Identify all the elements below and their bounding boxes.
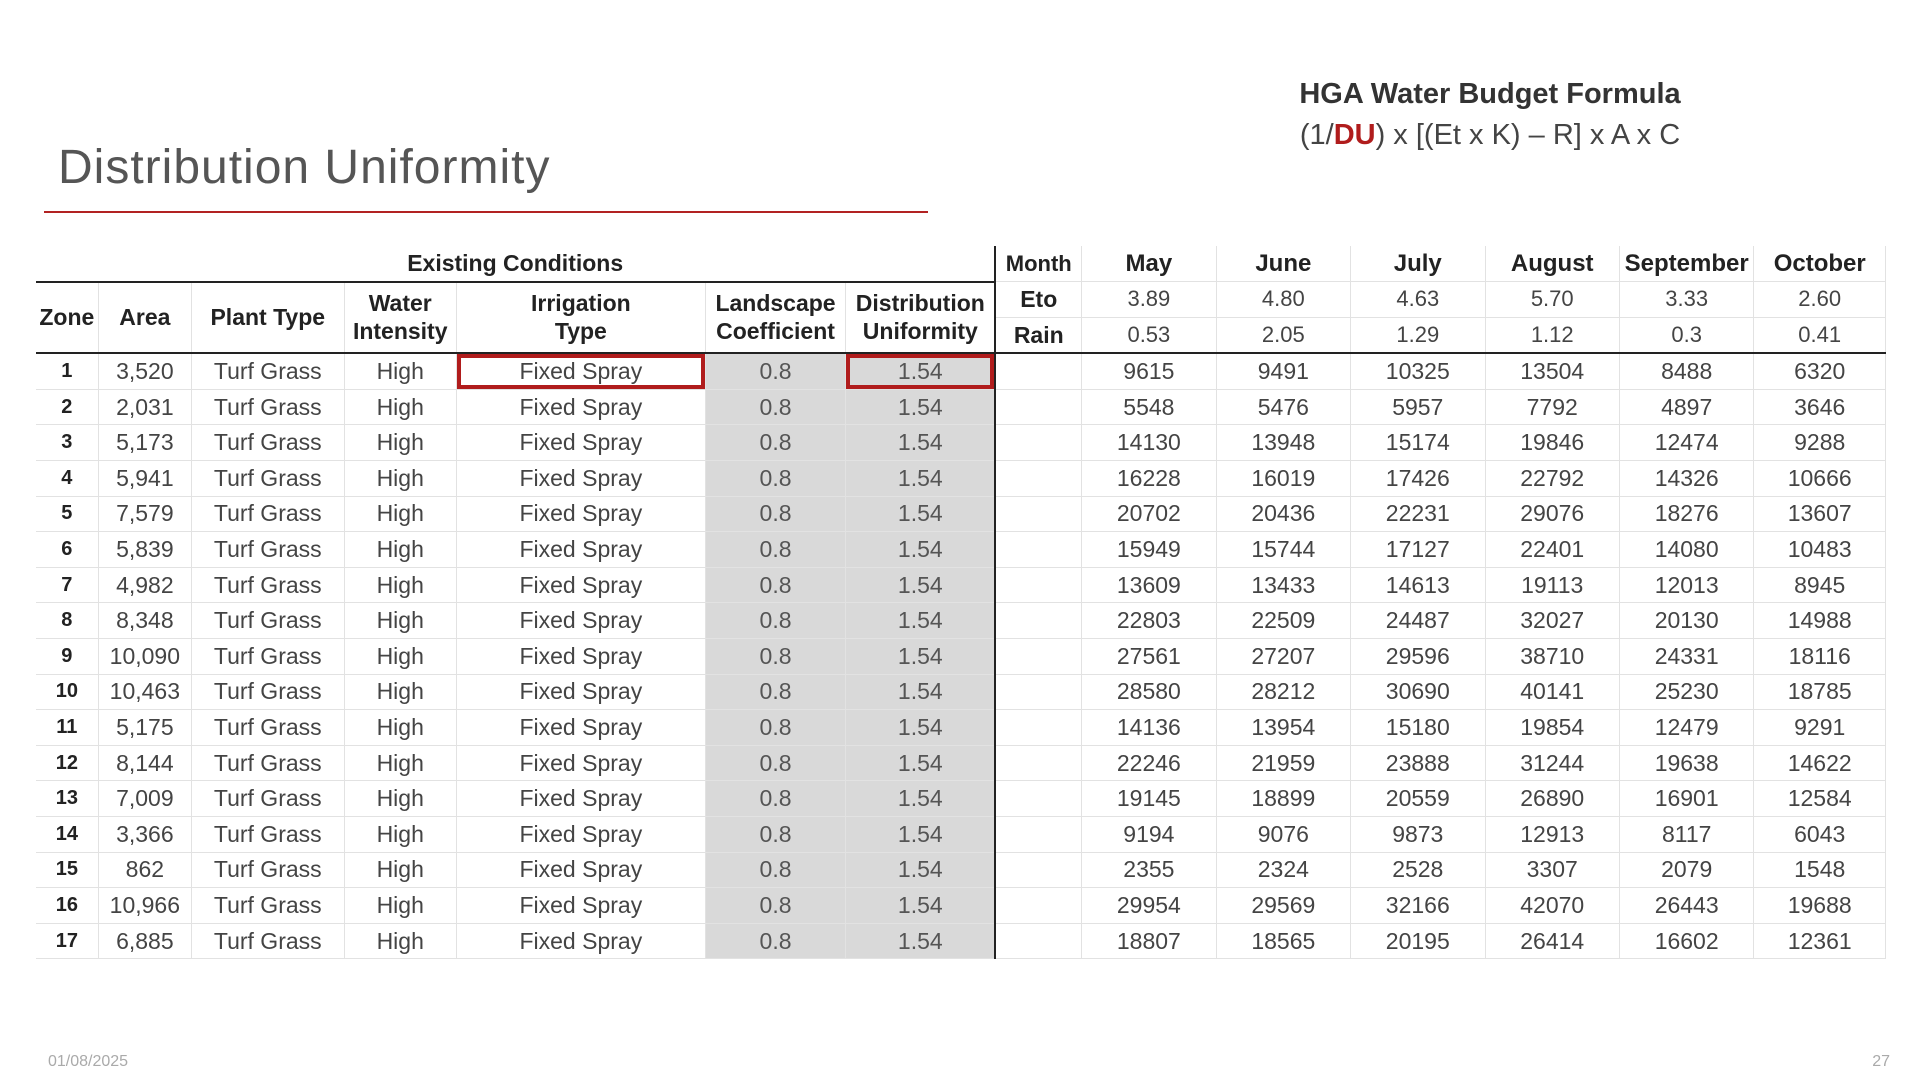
area-cell: 3,366 xyxy=(98,817,191,853)
area-cell: 5,173 xyxy=(98,425,191,461)
distribution-uniformity-cell: 1.54 xyxy=(846,781,996,817)
water-intensity-cell: High xyxy=(344,710,456,746)
monthly-budget-cell: 16019 xyxy=(1216,461,1350,497)
monthly-budget-cell: 14988 xyxy=(1754,603,1886,639)
plant-type-cell: Turf Grass xyxy=(192,389,345,425)
distribution-uniformity-cell: 1.54 xyxy=(846,674,996,710)
plant-type-cell: Turf Grass xyxy=(192,817,345,853)
plant-type-cell: Turf Grass xyxy=(192,710,345,746)
distribution-uniformity-cell: 1.54 xyxy=(846,425,996,461)
zone-cell: 11 xyxy=(36,710,98,746)
table-row xyxy=(36,639,1886,675)
month-spacer-cell xyxy=(995,923,1081,959)
landscape-coefficient-cell: 0.8 xyxy=(705,353,845,389)
irrigation-type-cell: Fixed Spray xyxy=(456,710,705,746)
table-row xyxy=(36,710,1886,746)
monthly-budget-cell: 29954 xyxy=(1082,888,1216,924)
rain-value: 1.29 xyxy=(1351,317,1485,353)
monthly-budget-cell: 32166 xyxy=(1351,888,1485,924)
monthly-budget-cell: 31244 xyxy=(1485,745,1619,781)
zone-cell: 3 xyxy=(36,425,98,461)
month-spacer-cell xyxy=(995,852,1081,888)
plant-type-cell: Turf Grass xyxy=(192,567,345,603)
irrigation-type-cell: Fixed Spray xyxy=(456,852,705,888)
monthly-budget-cell: 22401 xyxy=(1485,532,1619,568)
formula-title: HGA Water Budget Formula xyxy=(1299,78,1681,110)
area-cell: 10,966 xyxy=(98,888,191,924)
landscape-coefficient-header: Landscape Coefficient xyxy=(705,282,845,354)
monthly-budget-cell: 12474 xyxy=(1619,425,1753,461)
monthly-budget-cell: 13609 xyxy=(1082,567,1216,603)
title-underline xyxy=(44,211,928,213)
table-row xyxy=(36,389,1886,425)
irrigation-type-cell: Fixed Spray xyxy=(456,674,705,710)
water-intensity-cell: High xyxy=(344,496,456,532)
monthly-budget-cell: 2324 xyxy=(1216,852,1350,888)
monthly-budget-cell: 26414 xyxy=(1485,923,1619,959)
rain-value: 1.12 xyxy=(1485,317,1619,353)
monthly-budget-cell: 13504 xyxy=(1485,353,1619,389)
monthly-budget-cell: 32027 xyxy=(1485,603,1619,639)
water-intensity-cell: High xyxy=(344,425,456,461)
monthly-budget-cell: 12913 xyxy=(1485,817,1619,853)
area-cell: 8,348 xyxy=(98,603,191,639)
month-header: September xyxy=(1619,246,1753,282)
area-header: Area xyxy=(98,282,191,354)
month-spacer-cell xyxy=(995,817,1081,853)
month-spacer-cell xyxy=(995,567,1081,603)
zone-cell: 14 xyxy=(36,817,98,853)
distribution-uniformity-cell: 1.54 xyxy=(846,567,996,603)
monthly-budget-cell: 20195 xyxy=(1351,923,1485,959)
monthly-budget-cell: 19145 xyxy=(1082,781,1216,817)
irrigation-type-cell: Fixed Spray xyxy=(456,603,705,639)
month-spacer-cell xyxy=(995,389,1081,425)
water-intensity-cell: High xyxy=(344,852,456,888)
monthly-budget-cell: 22803 xyxy=(1082,603,1216,639)
irrigation-type-cell: Fixed Spray xyxy=(456,532,705,568)
plant-type-cell: Turf Grass xyxy=(192,603,345,639)
monthly-budget-cell: 23888 xyxy=(1351,745,1485,781)
monthly-budget-cell: 20436 xyxy=(1216,496,1350,532)
landscape-coefficient-cell: 0.8 xyxy=(705,781,845,817)
monthly-budget-cell: 14622 xyxy=(1754,745,1886,781)
monthly-budget-cell: 12013 xyxy=(1619,567,1753,603)
monthly-budget-cell: 14136 xyxy=(1082,710,1216,746)
monthly-budget-cell: 12361 xyxy=(1754,923,1886,959)
distribution-uniformity-cell: 1.54 xyxy=(846,639,996,675)
rain-value: 0.53 xyxy=(1082,317,1216,353)
monthly-budget-cell: 18899 xyxy=(1216,781,1350,817)
distribution-uniformity-cell: 1.54 xyxy=(846,496,996,532)
header-row-2 xyxy=(36,282,1886,318)
monthly-budget-cell: 26443 xyxy=(1619,888,1753,924)
monthly-budget-cell: 14130 xyxy=(1082,425,1216,461)
water-intensity-cell: High xyxy=(344,923,456,959)
irrigation-type-cell: Fixed Spray xyxy=(456,888,705,924)
monthly-budget-cell: 14326 xyxy=(1619,461,1753,497)
distribution-uniformity-cell: 1.54 xyxy=(846,603,996,639)
existing-conditions-header: Existing Conditions xyxy=(36,246,995,282)
irrigation-type-cell: Fixed Spray xyxy=(456,817,705,853)
monthly-budget-cell: 8117 xyxy=(1619,817,1753,853)
month-spacer-cell xyxy=(995,496,1081,532)
table-row xyxy=(36,532,1886,568)
area-cell: 7,009 xyxy=(98,781,191,817)
monthly-budget-cell: 20702 xyxy=(1082,496,1216,532)
area-cell: 5,839 xyxy=(98,532,191,568)
eto-value: 4.63 xyxy=(1351,282,1485,318)
plant-type-cell: Turf Grass xyxy=(192,461,345,497)
plant-type-cell: Turf Grass xyxy=(192,353,345,389)
plant-type-cell: Turf Grass xyxy=(192,496,345,532)
eto-value: 5.70 xyxy=(1485,282,1619,318)
zone-cell: 6 xyxy=(36,532,98,568)
plant-type-cell: Turf Grass xyxy=(192,639,345,675)
rain-value: 2.05 xyxy=(1216,317,1350,353)
zone-cell: 2 xyxy=(36,389,98,425)
water-intensity-cell: High xyxy=(344,674,456,710)
month-spacer-cell xyxy=(995,781,1081,817)
irrigation-type-cell: Fixed Spray xyxy=(456,639,705,675)
area-cell: 10,463 xyxy=(98,674,191,710)
area-cell: 6,885 xyxy=(98,923,191,959)
table-row xyxy=(36,923,1886,959)
rain-value: 0.3 xyxy=(1619,317,1753,353)
landscape-coefficient-cell: 0.8 xyxy=(705,389,845,425)
month-spacer-cell xyxy=(995,532,1081,568)
area-cell: 5,175 xyxy=(98,710,191,746)
monthly-budget-cell: 16901 xyxy=(1619,781,1753,817)
monthly-budget-cell: 2528 xyxy=(1351,852,1485,888)
area-cell: 7,579 xyxy=(98,496,191,532)
monthly-budget-cell: 24487 xyxy=(1351,603,1485,639)
monthly-budget-cell: 40141 xyxy=(1485,674,1619,710)
monthly-budget-cell: 27207 xyxy=(1216,639,1350,675)
monthly-budget-cell: 15174 xyxy=(1351,425,1485,461)
eto-value: 4.80 xyxy=(1216,282,1350,318)
month-header: August xyxy=(1485,246,1619,282)
monthly-budget-cell: 5957 xyxy=(1351,389,1485,425)
eto-label: Eto xyxy=(995,282,1081,318)
month-spacer-cell xyxy=(995,888,1081,924)
landscape-coefficient-cell: 0.8 xyxy=(705,817,845,853)
water-intensity-cell: High xyxy=(344,532,456,568)
monthly-budget-cell: 20559 xyxy=(1351,781,1485,817)
landscape-coefficient-cell: 0.8 xyxy=(705,603,845,639)
monthly-budget-cell: 15744 xyxy=(1216,532,1350,568)
monthly-budget-cell: 10483 xyxy=(1754,532,1886,568)
table-row xyxy=(36,461,1886,497)
monthly-budget-cell: 22792 xyxy=(1485,461,1619,497)
monthly-budget-cell: 42070 xyxy=(1485,888,1619,924)
distribution-uniformity-cell: 1.54 xyxy=(846,745,996,781)
monthly-budget-cell: 14080 xyxy=(1619,532,1753,568)
irrigation-type-cell: Fixed Spray xyxy=(456,496,705,532)
month-header: July xyxy=(1351,246,1485,282)
monthly-budget-cell: 6320 xyxy=(1754,353,1886,389)
monthly-budget-cell: 22231 xyxy=(1351,496,1485,532)
zone-cell: 17 xyxy=(36,923,98,959)
month-spacer-cell xyxy=(995,710,1081,746)
water-budget-table xyxy=(36,246,1886,959)
zone-cell: 8 xyxy=(36,603,98,639)
monthly-budget-cell: 27561 xyxy=(1082,639,1216,675)
table-row xyxy=(36,496,1886,532)
monthly-budget-cell: 18276 xyxy=(1619,496,1753,532)
water-intensity-cell: High xyxy=(344,389,456,425)
area-cell: 4,982 xyxy=(98,567,191,603)
monthly-budget-cell: 13433 xyxy=(1216,567,1350,603)
month-header: June xyxy=(1216,246,1350,282)
monthly-budget-cell: 7792 xyxy=(1485,389,1619,425)
zone-cell: 9 xyxy=(36,639,98,675)
zone-cell: 15 xyxy=(36,852,98,888)
month-label: Month xyxy=(995,246,1081,282)
monthly-budget-cell: 19854 xyxy=(1485,710,1619,746)
monthly-budget-cell: 12584 xyxy=(1754,781,1886,817)
distribution-uniformity-cell: 1.54 xyxy=(846,353,996,389)
plant-type-cell: Turf Grass xyxy=(192,532,345,568)
area-cell: 5,941 xyxy=(98,461,191,497)
landscape-coefficient-cell: 0.8 xyxy=(705,888,845,924)
plant-type-cell: Turf Grass xyxy=(192,781,345,817)
plant-type-cell: Turf Grass xyxy=(192,852,345,888)
monthly-budget-cell: 9615 xyxy=(1082,353,1216,389)
page-title: Distribution Uniformity xyxy=(58,141,551,194)
monthly-budget-cell: 3307 xyxy=(1485,852,1619,888)
irrigation-type-cell: Fixed Spray xyxy=(456,389,705,425)
distribution-uniformity-cell: 1.54 xyxy=(846,852,996,888)
landscape-coefficient-cell: 0.8 xyxy=(705,674,845,710)
header-row-1 xyxy=(36,246,1886,282)
zone-cell: 12 xyxy=(36,745,98,781)
monthly-budget-cell: 26890 xyxy=(1485,781,1619,817)
water-intensity-cell: High xyxy=(344,603,456,639)
landscape-coefficient-cell: 0.8 xyxy=(705,532,845,568)
monthly-budget-cell: 1548 xyxy=(1754,852,1886,888)
water-intensity-cell: High xyxy=(344,745,456,781)
table-row xyxy=(36,603,1886,639)
formula-suffix: ) x [(Et x K) – R] x A x C xyxy=(1375,119,1681,151)
zone-cell: 4 xyxy=(36,461,98,497)
monthly-budget-cell: 18807 xyxy=(1082,923,1216,959)
monthly-budget-cell: 28580 xyxy=(1082,674,1216,710)
landscape-coefficient-cell: 0.8 xyxy=(705,745,845,781)
slide-page-number: 27 xyxy=(1872,1053,1890,1070)
monthly-budget-cell: 19113 xyxy=(1485,567,1619,603)
zone-cell: 1 xyxy=(36,353,98,389)
monthly-budget-cell: 15180 xyxy=(1351,710,1485,746)
water-intensity-cell: High xyxy=(344,353,456,389)
monthly-budget-cell: 19638 xyxy=(1619,745,1753,781)
monthly-budget-cell: 16228 xyxy=(1082,461,1216,497)
monthly-budget-cell: 10325 xyxy=(1351,353,1485,389)
landscape-coefficient-cell: 0.8 xyxy=(705,461,845,497)
landscape-coefficient-cell: 0.8 xyxy=(705,567,845,603)
irrigation-type-cell: Fixed Spray xyxy=(456,567,705,603)
monthly-budget-cell: 9288 xyxy=(1754,425,1886,461)
monthly-budget-cell: 29076 xyxy=(1485,496,1619,532)
formula-equation xyxy=(1240,119,1740,152)
eto-value: 2.60 xyxy=(1754,282,1886,318)
monthly-budget-cell: 20130 xyxy=(1619,603,1753,639)
monthly-budget-cell: 3646 xyxy=(1754,389,1886,425)
water-intensity-header: Water Intensity xyxy=(344,282,456,354)
monthly-budget-cell: 29596 xyxy=(1351,639,1485,675)
monthly-budget-cell: 24331 xyxy=(1619,639,1753,675)
monthly-budget-cell: 12479 xyxy=(1619,710,1753,746)
monthly-budget-cell: 5476 xyxy=(1216,389,1350,425)
table-row xyxy=(36,567,1886,603)
monthly-budget-cell: 22509 xyxy=(1216,603,1350,639)
monthly-budget-cell: 13607 xyxy=(1754,496,1886,532)
distribution-uniformity-cell: 1.54 xyxy=(846,923,996,959)
monthly-budget-cell: 15949 xyxy=(1082,532,1216,568)
monthly-budget-cell: 18116 xyxy=(1754,639,1886,675)
monthly-budget-cell: 9291 xyxy=(1754,710,1886,746)
formula-du-highlight: DU xyxy=(1333,119,1376,151)
slide-date: 01/08/2025 xyxy=(48,1053,129,1070)
formula-prefix: (1/ xyxy=(1299,119,1334,151)
water-intensity-cell: High xyxy=(344,461,456,497)
monthly-budget-cell: 13954 xyxy=(1216,710,1350,746)
distribution-uniformity-cell: 1.54 xyxy=(846,389,996,425)
table-row xyxy=(36,852,1886,888)
plant-type-cell: Turf Grass xyxy=(192,745,345,781)
monthly-budget-cell: 4897 xyxy=(1619,389,1753,425)
monthly-budget-cell: 8945 xyxy=(1754,567,1886,603)
distribution-uniformity-cell: 1.54 xyxy=(846,532,996,568)
month-spacer-cell xyxy=(995,353,1081,389)
rain-value: 0.41 xyxy=(1754,317,1886,353)
monthly-budget-cell: 8488 xyxy=(1619,353,1753,389)
landscape-coefficient-cell: 0.8 xyxy=(705,710,845,746)
plant-type-cell: Turf Grass xyxy=(192,888,345,924)
water-intensity-cell: High xyxy=(344,781,456,817)
zone-cell: 13 xyxy=(36,781,98,817)
monthly-budget-cell: 9194 xyxy=(1082,817,1216,853)
area-cell: 2,031 xyxy=(98,389,191,425)
zone-cell: 5 xyxy=(36,496,98,532)
monthly-budget-cell: 17426 xyxy=(1351,461,1485,497)
zone-cell: 10 xyxy=(36,674,98,710)
water-intensity-cell: High xyxy=(344,888,456,924)
plant-type-cell: Turf Grass xyxy=(192,674,345,710)
monthly-budget-cell: 18785 xyxy=(1754,674,1886,710)
table-row xyxy=(36,781,1886,817)
eto-value: 3.33 xyxy=(1619,282,1753,318)
water-intensity-cell: High xyxy=(344,567,456,603)
monthly-budget-cell: 21959 xyxy=(1216,745,1350,781)
zone-cell: 16 xyxy=(36,888,98,924)
monthly-budget-cell: 14613 xyxy=(1351,567,1485,603)
monthly-budget-cell: 29569 xyxy=(1216,888,1350,924)
distribution-uniformity-header: Distribution Uniformity xyxy=(846,282,996,354)
monthly-budget-cell: 30690 xyxy=(1351,674,1485,710)
month-header: October xyxy=(1754,246,1886,282)
distribution-uniformity-cell: 1.54 xyxy=(846,461,996,497)
plant-type-cell: Turf Grass xyxy=(192,425,345,461)
eto-value: 3.89 xyxy=(1082,282,1216,318)
monthly-budget-cell: 19688 xyxy=(1754,888,1886,924)
month-spacer-cell xyxy=(995,639,1081,675)
landscape-coefficient-cell: 0.8 xyxy=(705,639,845,675)
landscape-coefficient-cell: 0.8 xyxy=(705,923,845,959)
irrigation-type-cell: Fixed Spray xyxy=(456,781,705,817)
month-spacer-cell xyxy=(995,674,1081,710)
irrigation-type-cell: Fixed Spray xyxy=(456,425,705,461)
irrigation-type-cell: Fixed Spray xyxy=(456,353,705,389)
distribution-uniformity-cell: 1.54 xyxy=(846,817,996,853)
irrigation-type-cell: Fixed Spray xyxy=(456,461,705,497)
table-row xyxy=(36,745,1886,781)
plant-type-header: Plant Type xyxy=(192,282,345,354)
irrigation-type-cell: Fixed Spray xyxy=(456,923,705,959)
monthly-budget-cell: 25230 xyxy=(1619,674,1753,710)
zone-cell: 7 xyxy=(36,567,98,603)
table-row xyxy=(36,888,1886,924)
monthly-budget-cell: 28212 xyxy=(1216,674,1350,710)
distribution-uniformity-cell: 1.54 xyxy=(846,888,996,924)
month-header: May xyxy=(1082,246,1216,282)
plant-type-cell: Turf Grass xyxy=(192,923,345,959)
irrigation-type-cell: Fixed Spray xyxy=(456,745,705,781)
monthly-budget-cell: 17127 xyxy=(1351,532,1485,568)
month-spacer-cell xyxy=(995,745,1081,781)
area-cell: 8,144 xyxy=(98,745,191,781)
area-cell: 10,090 xyxy=(98,639,191,675)
monthly-budget-cell: 9873 xyxy=(1351,817,1485,853)
month-spacer-cell xyxy=(995,461,1081,497)
monthly-budget-cell: 10666 xyxy=(1754,461,1886,497)
landscape-coefficient-cell: 0.8 xyxy=(705,852,845,888)
distribution-uniformity-cell: 1.54 xyxy=(846,710,996,746)
monthly-budget-cell: 16602 xyxy=(1619,923,1753,959)
monthly-budget-cell: 22246 xyxy=(1082,745,1216,781)
zone-table-body xyxy=(36,353,1886,959)
area-cell: 3,520 xyxy=(98,353,191,389)
monthly-budget-cell: 19846 xyxy=(1485,425,1619,461)
monthly-budget-cell: 2079 xyxy=(1619,852,1753,888)
table-row xyxy=(36,425,1886,461)
table-row xyxy=(36,674,1886,710)
landscape-coefficient-cell: 0.8 xyxy=(705,496,845,532)
rain-label: Rain xyxy=(995,317,1081,353)
monthly-budget-cell: 5548 xyxy=(1082,389,1216,425)
water-intensity-cell: High xyxy=(344,817,456,853)
table-row xyxy=(36,353,1886,389)
landscape-coefficient-cell: 0.8 xyxy=(705,425,845,461)
monthly-budget-cell: 18565 xyxy=(1216,923,1350,959)
table-row xyxy=(36,817,1886,853)
monthly-budget-cell: 2355 xyxy=(1082,852,1216,888)
area-cell: 862 xyxy=(98,852,191,888)
month-spacer-cell xyxy=(995,425,1081,461)
month-spacer-cell xyxy=(995,603,1081,639)
monthly-budget-cell: 6043 xyxy=(1754,817,1886,853)
irrigation-type-header: Irrigation Type xyxy=(456,282,705,354)
monthly-budget-cell: 9076 xyxy=(1216,817,1350,853)
formula-box xyxy=(1240,78,1740,152)
monthly-budget-cell: 38710 xyxy=(1485,639,1619,675)
water-intensity-cell: High xyxy=(344,639,456,675)
monthly-budget-cell: 9491 xyxy=(1216,353,1350,389)
monthly-budget-cell: 13948 xyxy=(1216,425,1350,461)
zone-header: Zone xyxy=(36,282,98,354)
